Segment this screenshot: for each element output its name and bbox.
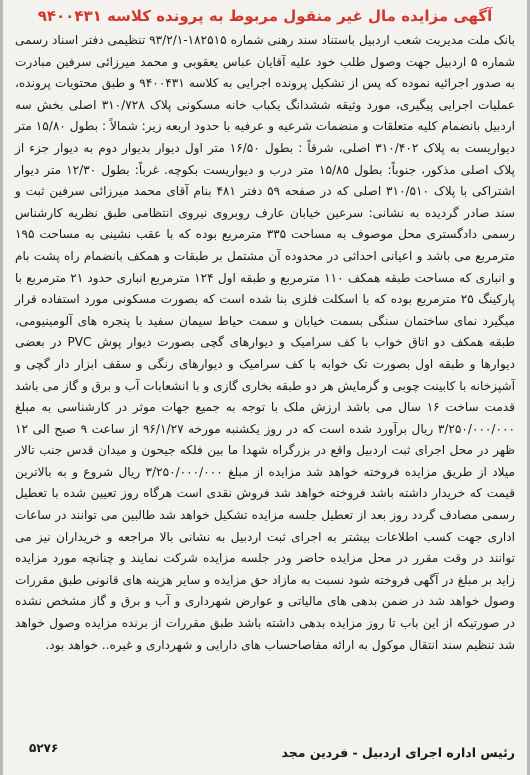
notice-code: ۵۲۷۶ [29,741,59,755]
notice-footer [15,741,515,767]
notice-body: بانک ملت مدیریت شعب اردبیل باستناد سند رهنی شماره ۱۸۲۵۱۵-۹۳/۲/۱ تنظیمی دفتر اسناد رسمی شماره ۵ اردبیل جهت وصول طلب خود علیه آقایان عباس یعقوبی و محمد میرزائی سرفین مبادرت به صدور اجرائیه نموده که پس از تشکیل پرونده اجرایی به کلاسه ۹۴۰۰۴۳۱ و طبق محتویات پرونده، عملیات اجرایی پیگیری، مورد وثیقه ششدانگ یکباب خانه مسکونی پلاک ۳۱۰/۷۲۸ اصلی بخش سه اردبیل بانضمام کلیه متعلقات و منضمات شرعیه و عرفیه با حدود اربعه زیر: شمالاً : بطول ۱۵/۸۰ متر دیواریست به پلاک ۳۱۰/۴۰۲ اصلی، شرقاً : بطول ۱۶/۵۰ متر اول دیوار بدیوار دوم به دیوار جزء از پلاک اصلی مذکور، جنوباً: بطول ۱۵/۸۵ متر درب و دیواریست بکوچه. غرباً: بطول ۱۲/۳۰ متر دیوار اشتراکی با پلاک ۳۱۰/۵۱۰ اصلی که در صفحه ۵۹ دفتر ۴۸۱ بنام آقای محمد میرزائی سرفین ثبت و سند صادر گردیده به نشانی: سرعین خیابان عارف روبروی نیروی انتظامی طبق نظریه کارشناس رسمی دادگستری محل موصوف به مساحت ۳۳۵ مترمربع بوده که با عقب نشینی به مساحت ۱۹۵ مترمربع می باشد و اعیانی احداثی در محدوده آن مشتمل بر طبقات و همکف بانضمام راه پشت بام و انباری که مساحت طبقه همکف ۱۱۰ مترمربع و طبقه اول ۱۲۴ مترمربع انباری حدود ۲۱ مترمربع با پارکینگ ۲۵ مترمربع بوده که با اسکلت فلزی بنا شده است که بصورت مسکونی مورد استفاده قرار میگیرد نمای ساختمان سنگی بسمت خیابان و سمت حیاط سیمان سفید با پنجره های آلومینیومی، طبقه همکف دو اتاق خواب با کف سرامیک و دیوارهای گچی بصورت دیوار پوش PVC در بعضی دیوارها و طبقه اول بصورت تک خوابه با کف سرامیک و دیوارهای رنگی و سقف ابزار دار گچی و آشپزخانه با کابینت چوبی و گرمایش هر دو طبقه بخاری گازی و با انشعابات آب و برق و گاز می باشد قدمت ساخت ۱۶ سال می باشد ارزش ملک با توجه به جمیع جهات موثر در کارشناسی به مبلغ ۳/۲۵۰/۰۰۰/۰۰۰ ریال برآورد شده است که در روز یکشنبه مورخه ۹۶/۱/۲۷ از ساعت ۹ صبح الی ۱۲ ظهر در محل اجرای ثبت اردبیل واقع در بزرگراه شهدا ما بین فلکه جیحون و میدان قدس جنب تالار میلاد از طریق مزایده فروخته خواهد شد مزایده از مبلغ ۳/۲۵۰/۰۰۰/۰۰۰ ریال شروع و به بالاترین قیمت که خریدار داشته باشد فروخته خواهد شد فروش نقدی است هرگاه روز تعیین شده با تعطیل رسمی مصادف گردد روز بعد از تعطیل جلسه مزایده تشکیل خواهد شد طالبین می توانند در ساعات اداری جهت کسب اطلاعات بیشتر به اجرای ثبت اردبیل به نشانی بالا مراجعه و خریداران نیز می توانند در وقت مقرر در محل مزایده حاضر ودر جلسه مزایده شرکت نمایند و چنانچه مورد مزایده زاید بر مبلغ در آگهی فروخته شود نسبت به مازاد حق مزایده و سایر هزینه های قانونی طبق مقررات وصول خواهد شد در ضمن بدهی های مالیاتی و عوارض شهرداری و آب و برق و گاز مشخص نشده در صورتیکه از این باب تا روز مزایده بدهی داشته باشد طبق مقررات از برنده مزایده وصول خواهد شد تنظیم سند انتقال موکول به ارائه مفاصاحساب های دارایی و شهرداری و غیره.. خواهد بود. [15,33,516,652]
notice-title: آگهی مزایده مال غیر منقول مربوط به پرونده کلاسه ۹۴۰۰۴۳۱ [37,7,493,25]
signature-line: رئیس اداره اجرای اردبیل - فردین مجد [281,745,515,760]
